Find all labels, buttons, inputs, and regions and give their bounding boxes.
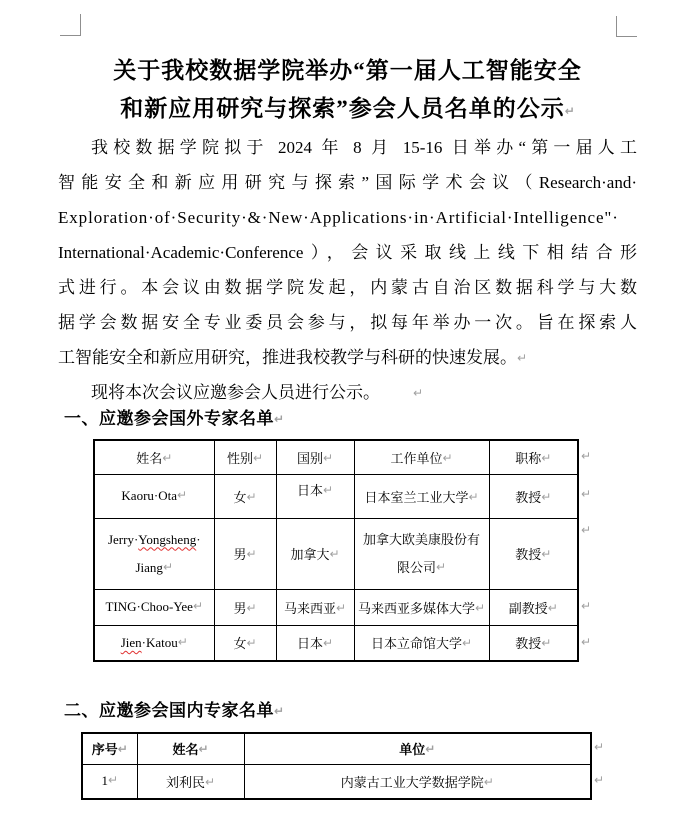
cell-end-mark: ↵ — [468, 489, 479, 504]
section-heading-domestic-experts — [64, 698, 284, 725]
paragraph-mark: ↵ — [274, 412, 285, 426]
foreign-experts-table — [93, 439, 579, 662]
cell-end-mark: ↵ — [461, 636, 473, 651]
cell-workunit-line1: 加拿大欧美康股份有 — [362, 531, 480, 547]
cell-workunit — [354, 474, 489, 518]
cell-name-post: · — [196, 531, 201, 547]
row-end-mark: ↵ — [594, 773, 605, 787]
cell-number-text: 1 — [101, 773, 108, 789]
cell-country-value: 日本 — [296, 482, 323, 498]
cell-country — [276, 474, 354, 518]
col-header-gender-text: 性别 — [226, 450, 253, 466]
cell-workunit — [354, 589, 489, 625]
col-header-name-text: 姓名 — [172, 742, 199, 758]
row-end-mark: ↵ — [581, 449, 592, 463]
cell-title — [489, 589, 578, 625]
cell-number — [82, 764, 137, 799]
table-row — [94, 518, 578, 589]
col-header-workunit-text: 工作单位 — [390, 450, 443, 466]
cell-unit — [244, 764, 591, 799]
cell-end-mark: ↵ — [322, 450, 334, 465]
document-title-line2 — [58, 90, 637, 131]
cell-end-mark: ↵ — [192, 599, 204, 613]
row-end-mark: ↵ — [594, 740, 605, 754]
body-line-1: 我校数据学院拟于 2024 年 8 月 15-16 日举办“第一届人工 — [91, 138, 637, 157]
body-line-4: International·Academic·Conference），会议采取线上线下相结合形 — [58, 243, 637, 262]
cell-title-text: 教授 — [515, 489, 542, 505]
cell-gender-text: 女 — [233, 489, 247, 505]
cell-gender — [214, 474, 276, 518]
table-row — [94, 625, 578, 661]
paragraph-mark: ↵ — [564, 104, 575, 118]
cell-workunit-text: 马来西亚多媒体大学 — [357, 600, 475, 616]
section-heading-2-text: 二、应邀参会国内专家名单 — [64, 701, 274, 720]
cell-gender — [214, 518, 276, 589]
cell-workunit — [354, 625, 489, 661]
cell-name-text: TING·Choo-Yee — [105, 599, 193, 614]
cell-end-mark: ↵ — [162, 450, 173, 465]
cell-end-mark: ↵ — [117, 742, 128, 757]
cell-end-mark: ↵ — [541, 489, 552, 504]
cell-name — [94, 625, 214, 661]
table-row — [94, 474, 578, 518]
section-heading-foreign-experts — [64, 406, 284, 433]
body-line-7 — [58, 340, 637, 377]
margin-crop-mark-top-left — [60, 14, 81, 36]
cell-end-mark: ↵ — [541, 450, 552, 465]
cell-name — [137, 764, 244, 799]
cell-end-mark: ↵ — [483, 774, 494, 789]
body-line-2: 智能安全和新应用研究与探索”国际学术会议（Research·and· — [58, 173, 637, 192]
row-end-mark: ↵ — [581, 599, 592, 613]
cell-end-mark: ↵ — [442, 450, 453, 465]
cell-name-post: ·Katou — [141, 634, 178, 650]
paragraph-mark: ↵ — [413, 386, 424, 400]
table-header-row — [94, 440, 578, 474]
body-line-5: 式进行。本会议由数据学院发起，内蒙古自治区数据科学与大数 — [58, 278, 637, 297]
cell-end-mark: ↵ — [541, 636, 552, 651]
cell-gender-text: 女 — [233, 636, 247, 652]
cell-title-text: 教授 — [515, 636, 542, 652]
col-header-unit — [244, 733, 591, 764]
body-line-8-text: 现将本次会议应邀参会人员进行公示。 — [91, 383, 380, 402]
misspelled-word: Jien — [120, 634, 142, 650]
body-line-7-text: 工智能安全和新应用研究，推进我校教学与科研的快速发展。 — [58, 348, 517, 367]
document-title-line2-text: 和新应用研究与探索”参会人员名单的公示 — [120, 96, 565, 121]
col-header-country — [276, 440, 354, 474]
body-line-3: Exploration·of·Security·&·New·Applications·in·Artificial·Intelligence"· — [58, 208, 619, 227]
cell-country-text: 日本 — [296, 636, 323, 652]
cell-country-text: 马来西亚 — [283, 600, 336, 616]
cell-country — [276, 589, 354, 625]
row-end-mark: ↵ — [581, 635, 592, 649]
col-header-number — [82, 733, 137, 764]
cell-end-mark: ↵ — [198, 742, 209, 757]
row-end-mark: ↵ — [581, 523, 592, 537]
cell-end-mark: ↵ — [329, 547, 340, 561]
col-header-title-text: 职称 — [515, 450, 542, 466]
cell-unit-text: 内蒙古工业大学数据学院 — [340, 774, 484, 790]
cell-gender — [214, 589, 276, 625]
body-line-6: 据学会数据安全专业委员会参与，拟每年举办一次。旨在探索人 — [58, 313, 637, 332]
col-header-unit-text: 单位 — [399, 742, 426, 758]
cell-name — [94, 589, 214, 625]
table-row — [82, 764, 591, 799]
paragraph-mark: ↵ — [274, 704, 285, 718]
table-row — [94, 589, 578, 625]
cell-name — [94, 518, 214, 589]
cell-end-mark: ↵ — [474, 600, 486, 615]
cell-end-mark: ↵ — [246, 636, 257, 651]
cell-end-mark: ↵ — [435, 559, 447, 574]
cell-end-mark: ↵ — [335, 600, 347, 615]
cell-end-mark: ↵ — [425, 742, 436, 757]
cell-name — [94, 474, 214, 518]
col-header-name — [137, 733, 244, 764]
cell-workunit — [354, 518, 489, 589]
cell-title — [489, 518, 578, 589]
cell-end-mark: ↵ — [162, 559, 173, 574]
cell-gender-text: 男 — [233, 600, 247, 616]
cell-workunit-text: 日本室兰工业大学 — [364, 489, 469, 505]
cell-country-text: 加拿大 — [290, 547, 330, 562]
cell-name-text: Kaoru·Ota — [121, 488, 178, 503]
col-header-name-text: 姓名 — [136, 450, 163, 466]
cell-end-mark: ↵ — [322, 482, 334, 497]
cell-title-text: 副教授 — [508, 600, 548, 616]
cell-country — [276, 518, 354, 589]
col-header-title — [489, 440, 578, 474]
cell-country-text — [297, 480, 333, 499]
col-header-gender — [214, 440, 276, 474]
cell-end-mark: ↵ — [107, 773, 119, 788]
document-title-line1: 关于我校数据学院举办“第一届人工智能安全 — [113, 58, 582, 83]
cell-end-mark: ↵ — [177, 634, 188, 649]
cell-end-mark: ↵ — [246, 489, 257, 504]
cell-name-pre: Jerry· — [107, 531, 139, 547]
cell-workunit-line2: 限公司 — [396, 559, 436, 575]
cell-gender — [214, 625, 276, 661]
cell-title — [489, 625, 578, 661]
row-end-mark: ↵ — [581, 487, 592, 501]
col-header-number-text: 序号 — [91, 742, 118, 758]
cell-name-line2: Jiang — [135, 559, 163, 575]
cell-end-mark: ↵ — [246, 600, 257, 615]
cell-end-mark: ↵ — [322, 636, 334, 651]
cell-end-mark: ↵ — [204, 774, 216, 789]
col-header-name — [94, 440, 214, 474]
margin-crop-mark-top-right — [616, 16, 637, 37]
cell-title-text: 教授 — [515, 547, 542, 562]
cell-country — [276, 625, 354, 661]
cell-gender-text: 男 — [233, 547, 247, 562]
cell-end-mark: ↵ — [547, 600, 558, 615]
cell-workunit-text: 日本立命馆大学 — [370, 636, 462, 652]
table-header-row — [82, 733, 591, 764]
paragraph-mark: ↵ — [517, 351, 528, 365]
cell-name-text: 刘利民 — [165, 774, 205, 790]
col-header-workunit — [354, 440, 489, 474]
section-heading-1-text: 一、应邀参会国外专家名单 — [64, 409, 274, 428]
cell-end-mark: ↵ — [246, 547, 257, 561]
cell-title — [489, 474, 578, 518]
cell-end-mark: ↵ — [541, 547, 552, 561]
col-header-country-text: 国别 — [296, 450, 323, 466]
misspelled-word: Yongsheng — [138, 531, 197, 547]
cell-end-mark: ↵ — [252, 450, 264, 465]
cell-end-mark: ↵ — [177, 488, 188, 502]
domestic-experts-table — [81, 732, 592, 800]
